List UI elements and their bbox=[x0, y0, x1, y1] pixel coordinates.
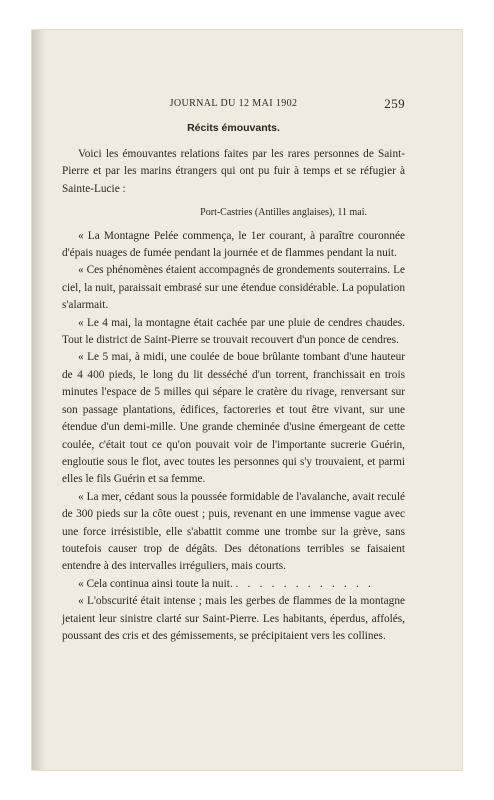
page-number: 259 bbox=[384, 96, 405, 111]
paragraph-4: « Le 5 mai, à midi, une coulée de boue brûlante tombant d'une hauteur de 4 400 pieds, le long du lit desséché d'un torrent, franchissait en trois minutes l'espace de 5 milles qui sépare le cratère du rivage, renversant sur son passage plantations, édifices, factoreries et tout être vivant, sur une étendue d'un demi-mille. Une grande cheminée d'usine émergeant de cette coulée, c'était tout ce qu'on pouvait voir de l'importante sucrerie Guérin, engloutie sous le flot, avec toutes les personnes qui s'y trouvaient, et parmi elles le fils Guérin et sa femme. bbox=[62, 351, 405, 486]
page-binding-shadow bbox=[32, 30, 46, 770]
continued-text: « Cela continua ainsi toute la nuit. bbox=[78, 577, 233, 590]
running-title: JOURNAL DU 12 MAI 1902 bbox=[169, 98, 298, 109]
paragraph-3: « Le 4 mai, la montagne était cachée par une pluie de cendres chaudes. Tout le district de Saint-Pierre se trouvait recouvert d'un ponce de cendres. bbox=[62, 316, 405, 347]
intro-paragraph: Voici les émouvantes relations faites par les rares personnes de Saint-Pierre et par les marins étrangers qui ont pu fuir à temps et se réfugier à Sainte-Lucie : bbox=[62, 148, 405, 195]
ellipsis-dots: . . . . . . . . . . . . bbox=[235, 577, 375, 590]
paragraph-continued bbox=[62, 576, 405, 593]
paragraph-1: « La Montagne Pelée commença, le 1er courant, à paraître couronnée d'épais nuages de fumée pendant la journée et de flammes pendant la nuit. bbox=[62, 229, 405, 260]
paragraph-2: « Ces phénomènes étaient accompagnés de grondements souterrains. Le ciel, la nuit, paraissait embrasé sur une étendue considérable. La population s'alarmait. bbox=[62, 264, 405, 312]
page-text-block bbox=[62, 96, 405, 645]
running-header bbox=[62, 96, 405, 114]
paragraph-final: « L'obscurité était intense ; mais les gerbes de flammes de la montagne jetaient leur sinistre clarté sur Saint-Pierre. Les habitants, éperdus, affolés, poussant des cris et des gémissements, se précipitaient vers les collines. bbox=[62, 595, 405, 642]
dateline: Port-Castries (Antilles anglaises), 11 mai. bbox=[200, 207, 367, 219]
paragraph-5: « La mer, cédant sous la poussée formidable de l'avalanche, avait reculé de 300 pieds sur la côte ouest ; puis, revenant en une immense vague avec une force irrésistible, elle s'abattit comme une trombe sur la grève, sans toutefois causer trop de dégâts. Des détonations terribles se faisaient entendre à des intervalles irréguliers, mais courts. bbox=[62, 490, 405, 573]
section-title: Récits émouvants. bbox=[187, 122, 280, 134]
